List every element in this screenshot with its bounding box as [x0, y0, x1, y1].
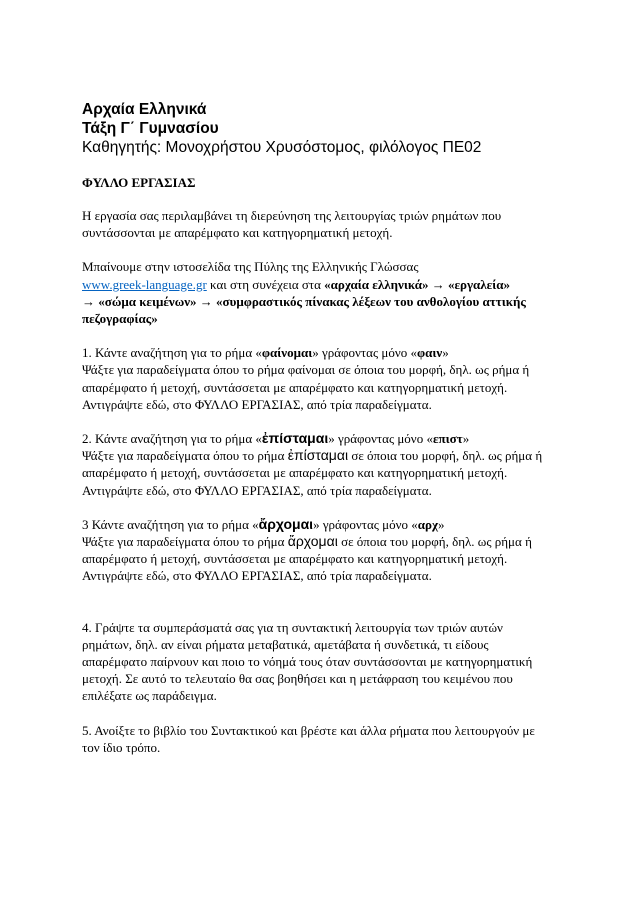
- task-1-text: 1. Κάντε αναζήτηση για το ρήμα «: [82, 345, 262, 361]
- task-3: [82, 516, 552, 585]
- task-1: [82, 344, 552, 413]
- nav-mid: και στη συνέχεια στα: [206, 276, 325, 292]
- nav-step-tools: «εργαλεία»: [447, 276, 511, 292]
- sheet-title: ΦΥΛΛΟ ΕΡΓΑΣΙΑΣ: [82, 175, 196, 190]
- intro-paragraph: Η εργασία σας περιλαμβάνει τη διερεύνηση της λειτουργίας τριών ρημάτων που συντάσσονται με απαρέμφατο και κατηγορηματική μετοχή.: [82, 208, 502, 241]
- arrow-icon: →: [196, 293, 217, 309]
- task-3-verb-inline: ἄρχομαι: [287, 533, 338, 550]
- teacher-line: Καθηγητής: Μονοχρήστου Χρυσόστομος, φιλόλογος ΠΕ02: [82, 139, 482, 156]
- arrow-icon: →: [82, 293, 99, 309]
- task-2-instruction: Ψάξτε για παραδείγματα όπου το ρήμα: [82, 448, 288, 464]
- task-3-copy: Αντιγράψτε εδώ, στο ΦΥΛΛΟ ΕΡΓΑΣΙΑΣ, από τρία παραδείγματα.: [82, 568, 432, 584]
- arrow-icon: →: [428, 276, 448, 292]
- task-3-stem: αρχ: [417, 516, 438, 532]
- task-1-instruction: Ψάξτε για παραδείγματα όπου το ρήμα φαίνομαι σε όποια του μορφή, δηλ. ως ρήμα ή απαρέμφατο ή μετοχή, συντάσσεται με απαρέμφατο και κατηγορηματική μετοχή.: [82, 362, 530, 395]
- task-3-instruction: Ψάξτε για παραδείγματα όπου το ρήμα: [82, 534, 288, 550]
- task-2-stem: επιστ: [432, 431, 463, 447]
- subject-heading: Αρχαία Ελληνικά: [82, 101, 207, 118]
- task-2-copy: Αντιγράψτε εδώ, στο ΦΥΛΛΟ ΕΡΓΑΣΙΑΣ, από τρία παραδείγματα.: [82, 482, 432, 498]
- task-2-text: » γράφοντας μόνο «: [328, 431, 433, 447]
- task-1-text: »: [442, 345, 449, 361]
- task-2-instruction: σε όποια του μορφή, δηλ. ως ρήμα ή απαρέμφατο ή μετοχή, συντάσσεται με απαρέμφατο και κατηγορηματική μετοχή.: [82, 448, 543, 481]
- task-3-text: » γράφοντας μόνο «: [313, 516, 418, 532]
- class-heading: Τάξη Γ΄ Γυμνασίου: [82, 120, 219, 137]
- task-3-verb: ἄρχομαι: [258, 515, 314, 532]
- nav-step-concordance: «συμφραστικός πίνακας λέξεων του ανθολογίου αττικής πεζογραφίας»: [82, 293, 526, 327]
- task-1-copy: Αντιγράψτε εδώ, στο ΦΥΛΛΟ ΕΡΓΑΣΙΑΣ, από τρία παραδείγματα.: [82, 396, 432, 412]
- task-5: 5. Ανοίξτε το βιβλίο του Συντακτικού και βρέστε και άλλα ρήματα που λειτουργούν με τον ίδιο τρόπο.: [82, 722, 535, 755]
- task-2-verb: ἐπίσταμαι: [261, 430, 329, 447]
- task-3-instruction: σε όποια του μορφή, δηλ. ως ρήμα ή απαρέμφατο ή μετοχή, συντάσσεται με απαρέμφατο και κατηγορηματική μετοχή.: [82, 534, 532, 567]
- task-4: 4. Γράψτε τα συμπεράσματά σας για τη συντακτική λειτουργία των τριών αυτών ρημάτων, δηλ. αν είναι ρήματα μεταβατικά, αμετάβατα ή συνδετικά, τι είδους απαρέμφατο παίρνουν και ποιο το νόημά τους όταν συντάσσονται με κατηγορηματική μετοχή. Σε αυτό το τελευταίο θα σας βοηθήσει και η μετάφραση του κειμένου που επιλέξατε ως παράδειγμα.: [82, 619, 533, 704]
- task-1-text: » γράφοντας μόνο «: [312, 345, 417, 361]
- nav-step-corpus: «σώμα κειμένων»: [98, 293, 197, 309]
- task-1-stem: φαιν: [416, 345, 443, 361]
- document-page: [82, 100, 552, 756]
- nav-step-ancient-greek: «αρχαία ελληνικά»: [324, 276, 429, 292]
- task-2: [82, 430, 552, 499]
- task-3-text: 3 Κάντε αναζήτηση για το ρήμα «: [82, 516, 259, 532]
- nav-lead: Μπαίνουμε στην ιστοσελίδα της Πύλης της Ελληνικής Γλώσσας: [82, 259, 419, 275]
- greek-language-link[interactable]: www.greek-language.gr: [82, 276, 207, 292]
- task-3-text: »: [438, 516, 445, 532]
- task-2-text: »: [462, 431, 470, 447]
- task-2-verb-inline: ἐπίσταμαι: [287, 447, 349, 464]
- task-1-verb: φαίνομαι: [261, 345, 313, 361]
- task-2-text: 2. Κάντε αναζήτηση για το ρήμα «: [82, 431, 262, 447]
- navigation-paragraph: [82, 258, 552, 327]
